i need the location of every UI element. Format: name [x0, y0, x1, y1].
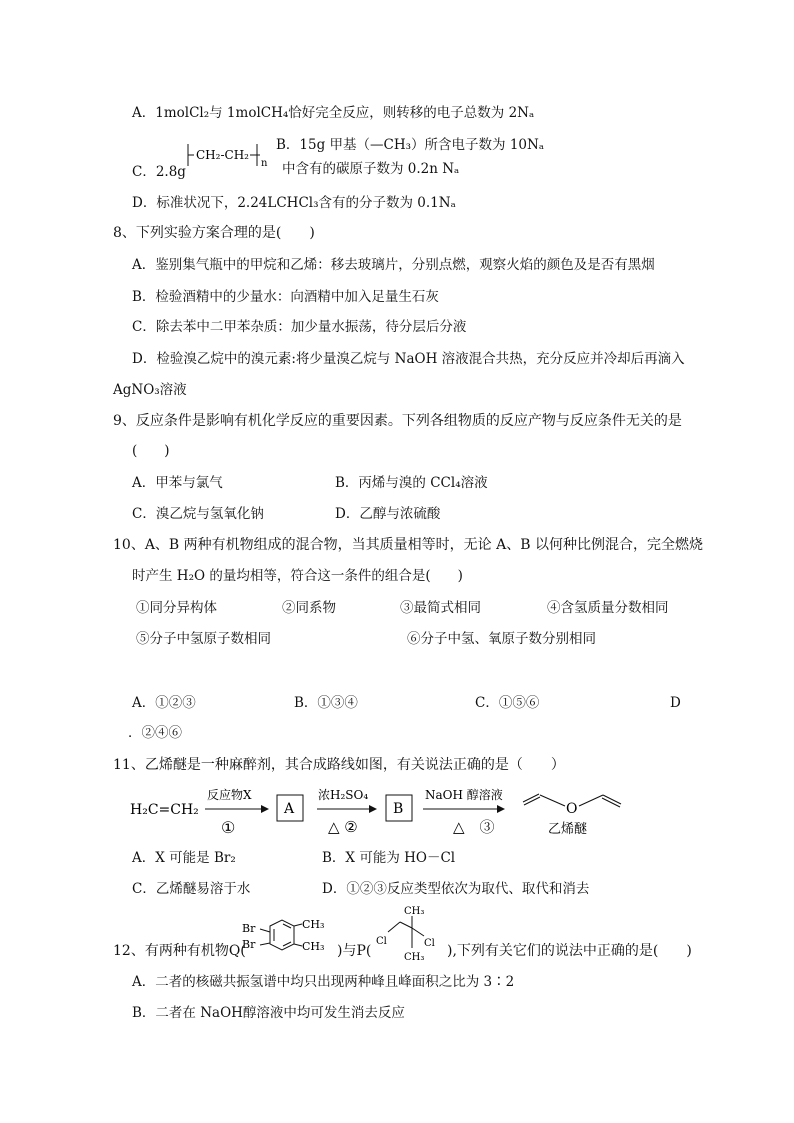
p-cl-1: Cl [376, 936, 387, 947]
reagent-2-label: 浓H₂SO₄ [318, 788, 369, 802]
polyethylene-formula [180, 140, 280, 170]
q9-option-a: A．甲苯与氯气 [132, 475, 223, 491]
q10-choice-1: ①同分异构体 [136, 600, 217, 616]
q8-option-a: A．鉴别集气瓶中的甲烷和乙烯：移去玻璃片，分别点燃，观察火焰的颜色及是否有黑烟 [132, 257, 655, 273]
q8-stem: 8、下列实验方案合理的是( ) [113, 225, 315, 241]
divinyl-ether-structure [523, 794, 621, 817]
q10-choice-6: ⑥分子中氢、氧原子数分别相同 [407, 631, 596, 647]
q9-stem-paren: ( ) [132, 443, 170, 459]
poly-subscript-n: n [261, 158, 268, 169]
q-br-1: Br [242, 922, 256, 935]
q10-choice-3: ③最简式相同 [400, 600, 481, 616]
step-3-label: △ ③ [453, 818, 495, 836]
step-1-label: ① [221, 818, 236, 837]
q11-option-b: B．X 可能为 HO－Cl [322, 850, 456, 866]
q10-stem-cont: 时产生 H₂O 的量均相等，符合这一条件的组合是( ) [132, 568, 463, 584]
q10-stem: 10、A、B 两种有机物组成的混合物，当其质量相等时，无论 A、B 以何种比例混合，完全燃烧 [113, 537, 703, 553]
q11-option-a: A．X 可能是 Br₂ [132, 850, 236, 866]
ether-oxygen: O [566, 801, 578, 817]
q10-choice-5: ⑤分子中氢原子数相同 [136, 631, 271, 647]
p-ch3-bottom: CH₃ [404, 952, 425, 963]
q10-option-b: B．①③④ [294, 695, 358, 711]
q-br-2: Br [242, 938, 256, 951]
q11-option-c: C．乙烯醚易溶于水 [132, 881, 251, 897]
reagent-1-label: 反应物X [207, 788, 252, 802]
q-ch3-1: CH₃ [302, 918, 325, 931]
q10-option-a: A．①②③ [132, 695, 196, 711]
q8-option-d-cont: AgNO₃溶液 [113, 382, 187, 398]
q9-stem: 9、反应条件是影响有机化学反应的重要因素。下列各组物质的反应产物与反应条件无关的是 [113, 413, 682, 429]
q10-choice-4: ④含氢质量分数相同 [547, 600, 669, 616]
q-ch3-2: CH₃ [302, 940, 325, 953]
q10-option-d-letter: D [670, 695, 681, 711]
q12-stem-mid: )与P( [337, 943, 372, 959]
q8-option-b: B．检验酒精中的少量水：向酒精中加入足量生石灰 [132, 289, 439, 305]
q8-option-d: D．检验溴乙烷中的溴元素:将少量溴乙烷与 NaOH 溶液混合共热，充分反应并冷却后再滴入 [132, 351, 685, 367]
q11-stem: 11、乙烯醚是一种麻醉剂，其合成路线如图，有关说法正确的是（ ） [113, 757, 565, 773]
q12-stem-suffix: ),下列有关它们的说法中正确的是( ) [447, 943, 692, 959]
compound-q-structure [240, 910, 340, 966]
compound-p-structure [370, 902, 450, 966]
q7-option-c-prefix: C．2.8g [132, 164, 186, 180]
step-2-label: △ ② [328, 818, 358, 836]
q8-option-c: C．除去苯中二甲苯杂质：加少量水振荡，待分层后分液 [132, 319, 467, 335]
p-cl-2: Cl [424, 938, 435, 949]
q7-option-d: D．标准状况下，2.24LCHCl₃含有的分子数为 0.1Nₐ [132, 195, 456, 211]
product-name: 乙烯醚 [548, 822, 588, 837]
poly-repeat-unit: CH₂-CH₂ [196, 148, 249, 162]
q10-option-d-text: ．②④⑥ [128, 725, 182, 741]
q7-option-b: B．15g 甲基（—CH₃）所含电子数为 10Nₐ [276, 137, 545, 153]
q10-choice-2: ②同系物 [282, 600, 336, 616]
synthesis-route-diagram [125, 780, 645, 840]
q11-option-d: D．①②③反应类型依次为取代、取代和消去 [322, 881, 590, 897]
q7-option-a: A．1molCl₂与 1molCH₄恰好完全反应，则转移的电子总数为 2Nₐ [132, 105, 535, 121]
q10-option-c: C．①⑤⑥ [475, 695, 540, 711]
ethylene-formula: H₂C=CH₂ [130, 802, 199, 818]
p-ch3-top: CH₃ [404, 906, 425, 917]
q9-option-d: D．乙醇与浓硫酸 [335, 506, 441, 522]
q7-option-c-suffix: 中含有的碳原子数为 0.2n Nₐ [282, 161, 460, 177]
q9-option-c: C．溴乙烷与氢氧化钠 [132, 506, 264, 522]
q12-stem-prefix: 12、有两种有机物Q( [113, 943, 246, 959]
reagent-3-label: NaOH 醇溶液 [425, 788, 503, 802]
q9-option-b: B．丙烯与溴的 CCl₄溶液 [335, 475, 488, 491]
q12-option-b: B．二者在 NaOH醇溶液中均可发生消去反应 [132, 1005, 405, 1021]
box-b-label: B [393, 801, 404, 817]
q12-option-a: A．二者的核磁共振氢谱中均只出现两种峰且峰面积之比为 3∶2 [132, 974, 515, 990]
box-a-label: A [284, 801, 295, 817]
